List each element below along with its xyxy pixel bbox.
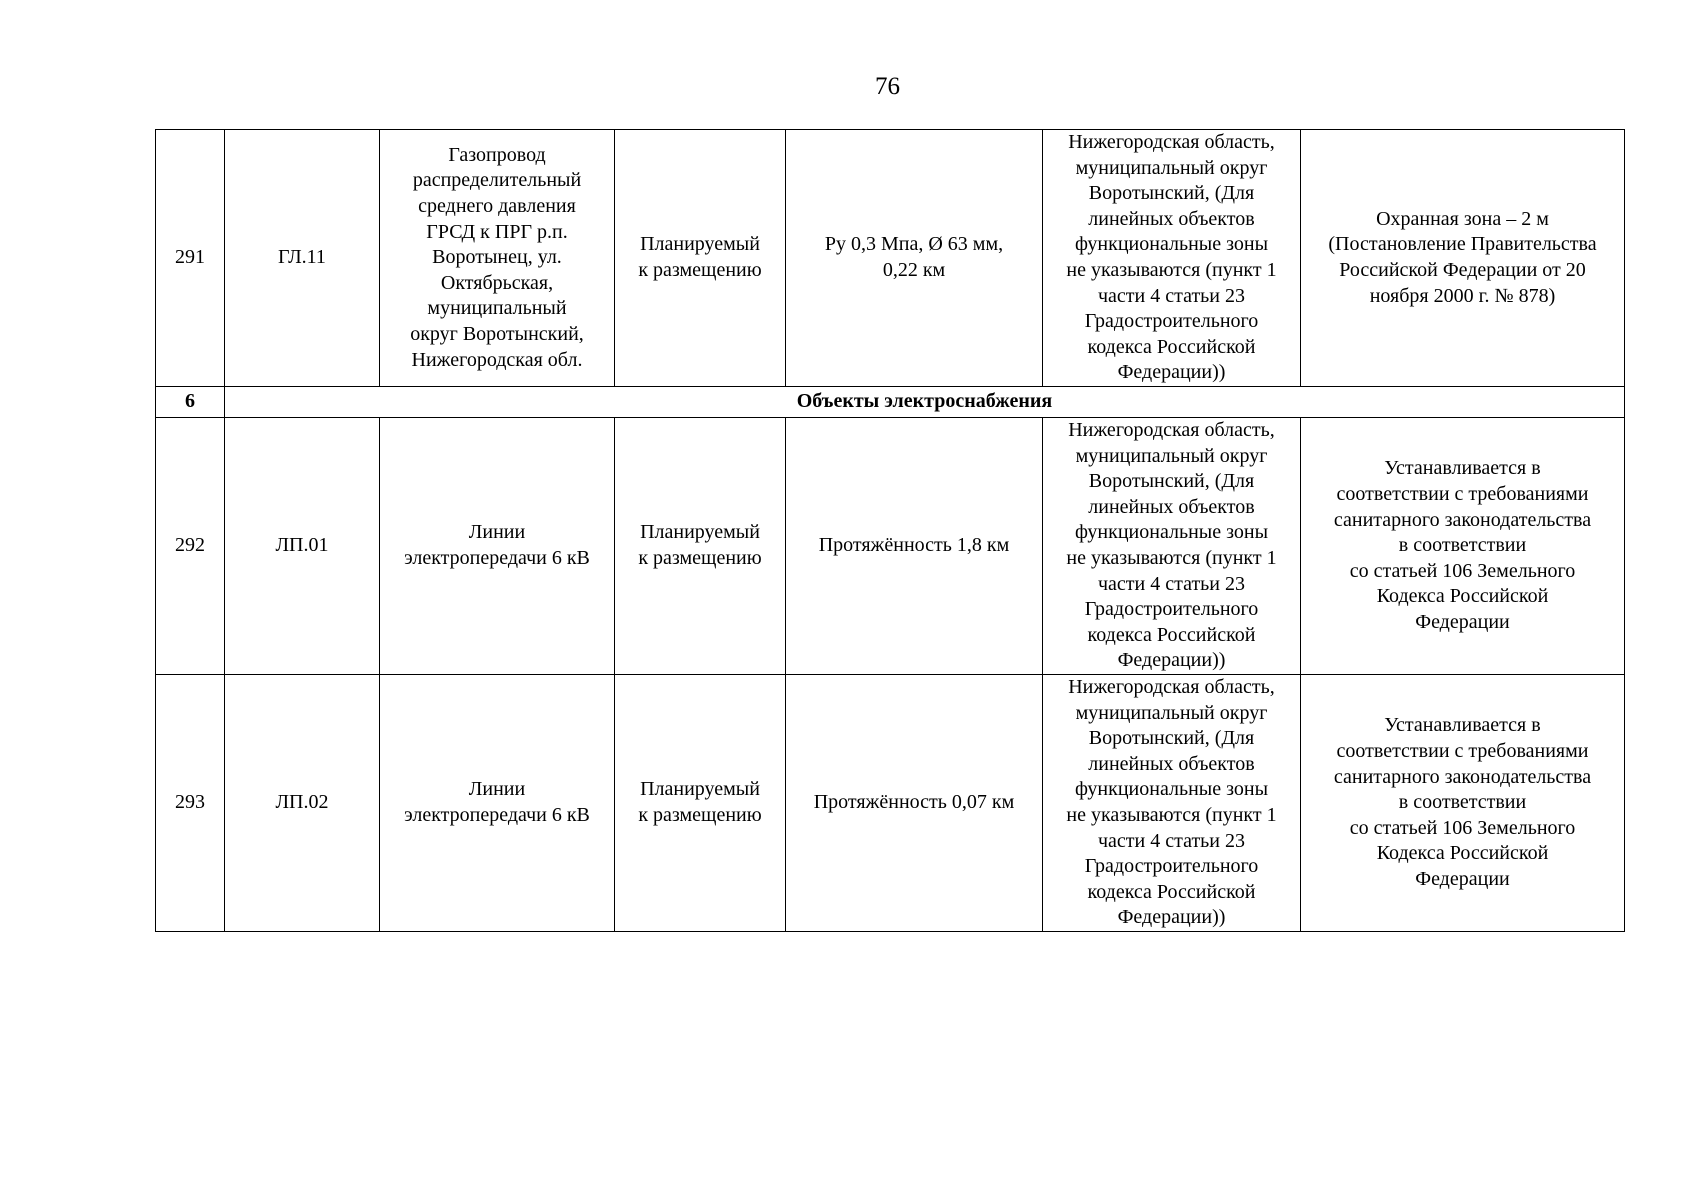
object-characteristics: Протяжённость 1,8 км xyxy=(786,418,1043,675)
object-code: ЛП.01 xyxy=(225,418,380,675)
object-location: Нижегородская область, муниципальный округ Воротынский, (Для линейных объектов функциональные зоны не указываются (пункт 1 части 4 статьи 23 Градостроительного кодекса Российской Федерации)) xyxy=(1043,418,1301,675)
object-name: Линии электропередачи 6 кВ xyxy=(380,675,615,932)
object-location: Нижегородская область, муниципальный округ Воротынский, (Для линейных объектов функциональные зоны не указываются (пункт 1 части 4 статьи 23 Градостроительного кодекса Российской Федерации)) xyxy=(1043,130,1301,387)
object-status: Планируемый к размещению xyxy=(615,418,786,675)
objects-table xyxy=(155,129,1625,932)
object-code: ГЛ.11 xyxy=(225,130,380,387)
row-number: 291 xyxy=(156,130,225,387)
object-characteristics: Протяжённость 0,07 км xyxy=(786,675,1043,932)
object-code: ЛП.02 xyxy=(225,675,380,932)
page-number: 76 xyxy=(875,73,900,100)
row-number: 292 xyxy=(156,418,225,675)
object-location: Нижегородская область, муниципальный округ Воротынский, (Для линейных объектов функциональные зоны не указываются (пункт 1 части 4 статьи 23 Градостроительного кодекса Российской Федерации)) xyxy=(1043,675,1301,932)
table-row xyxy=(156,675,1625,932)
table-row xyxy=(156,418,1625,675)
object-characteristics: Ру 0,3 Мпа, Ø 63 мм, 0,22 км xyxy=(786,130,1043,387)
object-status: Планируемый к размещению xyxy=(615,675,786,932)
section-row xyxy=(156,387,1625,418)
table-row xyxy=(156,130,1625,387)
row-number: 293 xyxy=(156,675,225,932)
section-title: Объекты электроснабжения xyxy=(225,387,1625,418)
object-zone: Охранная зона – 2 м (Постановление Правительства Российской Федерации от 20 ноября 2000 г. № 878) xyxy=(1301,130,1625,387)
section-number: 6 xyxy=(156,387,225,418)
object-name: Газопровод распределительный среднего давления ГРСД к ПРГ р.п. Воротынец, ул. Октябрьская, муниципальный округ Воротынский, Нижегородская обл. xyxy=(380,130,615,387)
object-status: Планируемый к размещению xyxy=(615,130,786,387)
object-name: Линии электропередачи 6 кВ xyxy=(380,418,615,675)
object-zone: Устанавливается в соответствии с требованиями санитарного законодательства в соответствии со статьей 106 Земельного Кодекса Российской Федерации xyxy=(1301,418,1625,675)
object-zone: Устанавливается в соответствии с требованиями санитарного законодательства в соответствии со статьей 106 Земельного Кодекса Российской Федерации xyxy=(1301,675,1625,932)
